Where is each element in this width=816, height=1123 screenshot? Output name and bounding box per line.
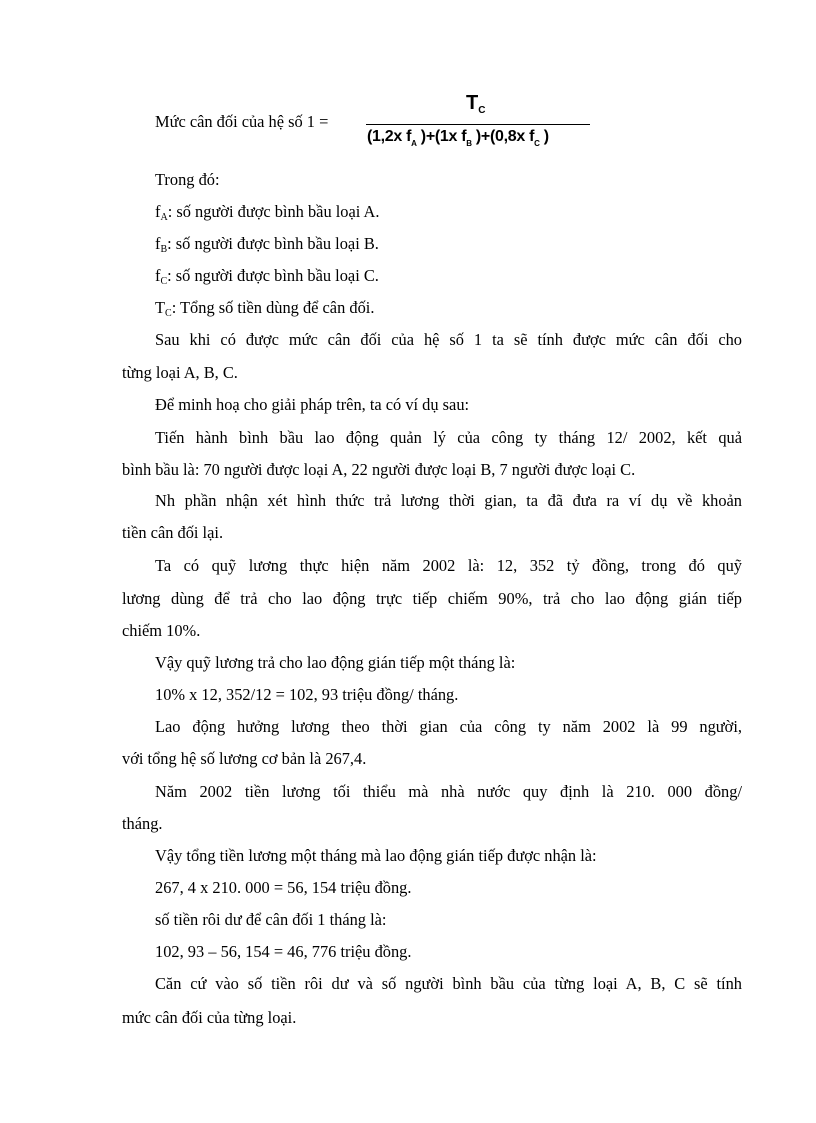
paragraph-line: mức cân đối của từng loại.	[122, 1008, 297, 1027]
den-plus-b: )+	[471, 128, 490, 145]
paragraph-line: Năm 2002 tiền lương tối thiểu mà nhà nước quy định là 210. 000 đồng/	[155, 782, 742, 801]
den-sub-a: A	[411, 139, 417, 148]
definition-fb	[155, 234, 379, 255]
paragraph-line: với tổng hệ số lương cơ bản là 267,4.	[122, 749, 367, 768]
tc-text: : Tổng số tiền dùng để cân đối.	[171, 298, 375, 317]
calculation-line: 102, 93 – 56, 154 = 46, 776 triệu đồng.	[155, 942, 412, 961]
paragraph-line: Lao động hưởng lương theo thời gian của công ty năm 2002 là 99 người,	[155, 717, 742, 736]
formula-numerator	[466, 92, 485, 116]
fa-text: : số người được bình bầu loại A.	[167, 202, 380, 221]
definition-tc	[155, 298, 374, 319]
paragraph-line: Nh phần nhận xét hình thức trả lương thời gian, ta đã đưa ra ví dụ về khoản	[155, 491, 742, 510]
formula-denominator	[367, 128, 549, 148]
paragraph-line: Tiến hành bình bầu lao động quản lý của công ty tháng 12/ 2002, kết quả	[155, 428, 742, 447]
tc-symbol: T	[155, 298, 166, 317]
den-term-b: (1x f	[434, 128, 467, 145]
paragraph-line: tiền cân đối lại.	[122, 523, 224, 542]
paragraph-line: Sau khi có được mức cân đối của hệ số 1 ta sẽ tính được mức cân đối cho	[155, 330, 742, 349]
paragraph-line: Căn cứ vào số tiền rôi dư và số người bình bầu của từng loại A, B, C sẽ tính	[155, 974, 742, 993]
text-line: Trong đó:	[155, 170, 220, 189]
paragraph-line: chiếm 10%.	[122, 621, 201, 640]
fa-symbol: f	[155, 202, 161, 221]
paragraph-line: Vậy quỹ lương trả cho lao động gián tiếp một tháng là:	[155, 653, 516, 672]
den-plus-a: )+	[416, 128, 435, 145]
fa-sub: A	[160, 212, 168, 223]
paragraph-line: bình bầu là: 70 người được loại A, 22 người được loại B, 7 người được loại C.	[122, 460, 636, 479]
den-term-c: (0,8x f	[489, 128, 535, 145]
definition-fc	[155, 266, 379, 287]
calculation-line: 267, 4 x 210. 000 = 56, 154 triệu đồng.	[155, 878, 412, 897]
fb-symbol: f	[155, 234, 161, 253]
definition-fa	[155, 202, 379, 223]
paragraph-line: từng loại A, B, C.	[122, 363, 238, 382]
numerator-sub: C	[478, 105, 486, 116]
formula-label: Mức cân đối của hệ số 1 =	[155, 112, 329, 131]
fc-text: : số người được bình bầu loại C.	[167, 266, 379, 285]
numerator-t: T	[466, 92, 479, 114]
paragraph-line: Vậy tổng tiền lương một tháng mà lao động gián tiếp được nhận là:	[155, 846, 597, 865]
den-close-c: )	[539, 128, 549, 145]
tc-sub: C	[165, 308, 172, 319]
den-term-a: (1,2x f	[367, 128, 412, 145]
fc-sub: C	[160, 276, 168, 287]
paragraph-line: lương dùng để trả cho lao động trực tiếp chiếm 90%, trả cho lao động gián tiếp	[122, 589, 742, 608]
fb-sub: B	[160, 244, 168, 255]
paragraph-line: số tiền rôi dư để cân đối 1 tháng là:	[155, 910, 387, 929]
den-sub-c: C	[534, 139, 540, 148]
fraction-bar	[366, 124, 590, 125]
den-sub-b: B	[466, 139, 472, 148]
fc-symbol: f	[155, 266, 161, 285]
paragraph-line: Để minh hoạ cho giải pháp trên, ta có ví dụ sau:	[155, 395, 470, 414]
paragraph-line: tháng.	[122, 814, 163, 833]
fb-text: : số người được bình bầu loại B.	[167, 234, 379, 253]
calculation-line: 10% x 12, 352/12 = 102, 93 triệu đồng/ tháng.	[155, 685, 459, 704]
paragraph-line: Ta có quỹ lương thực hiện năm 2002 là: 12, 352 tỷ đồng, trong đó quỹ	[155, 556, 742, 575]
